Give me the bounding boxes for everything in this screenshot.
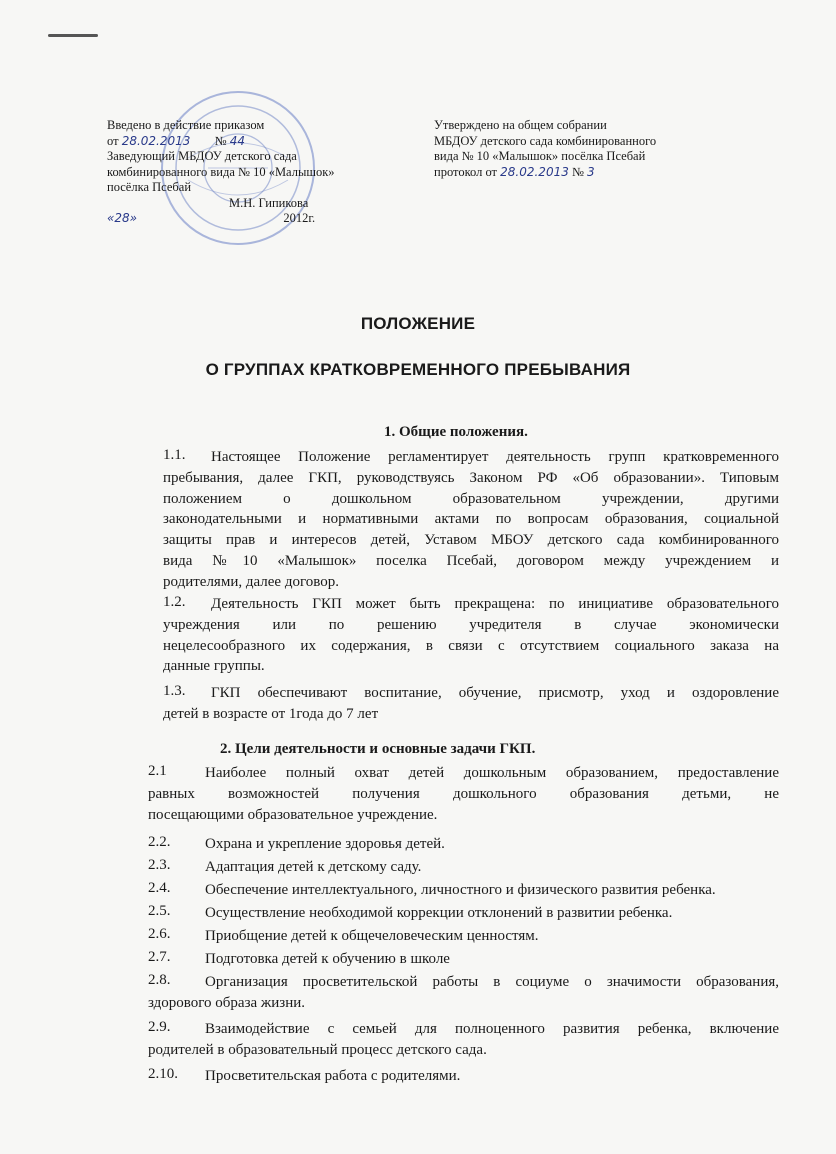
item-text-line: детей в возрасте от 1года до 7 лет — [163, 705, 379, 722]
item-text-line: данные группы. — [163, 658, 265, 675]
item-text-line: Осуществление необходимой коррекции отклонений в развитии ребенка. — [205, 905, 673, 921]
item-text-line: Взаимодействие с семьей для полноценного развития ребенка, включение — [205, 1021, 779, 1037]
item-text-line: нецелесообразного их содержания, в связи с отсутствием социального заказа на — [163, 637, 779, 654]
scan-artifact-mark — [48, 34, 98, 37]
item-number: 2.8. — [148, 972, 171, 988]
approval-line-2: МБДОУ детского сада комбинированного — [434, 133, 657, 148]
item-text-line: Приобщение детей к общечеловеческим ценностям. — [205, 928, 539, 944]
item-number: 1.2. — [163, 594, 186, 610]
item-text-line: Организация просветительской работы в социуме о значимости образования, — [205, 974, 779, 990]
enactment-line-2: от 28.02.2013 № 44 — [107, 133, 245, 148]
approval-line-1: Утверждено на общем собрании — [434, 118, 607, 132]
section-2-heading: 2. Цели деятельности и основные задачи ГКП. — [220, 741, 536, 757]
item-text-line: защиты прав и интересов детей, Уставом МБОУ детского сада комбинированного — [163, 532, 779, 549]
order-date: 28.02.2013 — [121, 133, 191, 148]
enactment-line-4: комбинированного вида № 10 «Малышок» — [107, 164, 335, 179]
item-text-line: посещающими образовательное учреждение. — [148, 806, 438, 823]
section-1-heading: 1. Общие положения. — [384, 424, 528, 440]
enactment-line-7: «28» 2012г. — [107, 211, 316, 225]
protocol-number: 3 — [587, 164, 595, 179]
item-number: 2.9. — [148, 1019, 171, 1035]
head-signature: М.Н. Гипикова — [229, 195, 309, 210]
item-number: 2.3. — [148, 857, 171, 873]
item-text-line: положением о дошкольном образовательном учреждении, другими — [163, 490, 779, 507]
item-number: 2.10. — [148, 1066, 178, 1082]
approval-line-4: протокол от 28.02.2013 № 3 — [434, 164, 595, 179]
enactment-line-3: Заведующий МБДОУ детского сада — [107, 149, 297, 163]
item-text-line: Подготовка детей к обучению в школе — [205, 951, 450, 967]
approval-line-3: вида № 10 «Малышок» посёлка Псебай — [434, 149, 646, 163]
item-text-line: Просветительская работа с родителями. — [205, 1068, 461, 1084]
item-text-line: Деятельность ГКП может быть прекращена: по инициативе образовательного — [211, 596, 779, 612]
item-number: 2.6. — [148, 926, 171, 942]
enactment-block — [107, 118, 387, 227]
item-text-line: Наиболее полный охват детей дошкольным образованием, предоставление — [205, 765, 779, 781]
item-number: 1.3. — [163, 683, 186, 699]
approval-block — [434, 118, 724, 180]
item-text-line: учреждения или по решению учредителя в случае экономически — [163, 616, 779, 633]
item-number: 2.5. — [148, 903, 171, 919]
enactment-line-1: Введено в действие приказом — [107, 118, 265, 132]
item-number: 1.1. — [163, 447, 186, 463]
item-text-line: вида №10 «Малышок» поселка Псебай, договором между учреждением и — [163, 553, 779, 569]
item-text-line: Обеспечение интеллектуального, личностного и физического развития ребенка. — [205, 882, 716, 898]
protocol-date: 28.02.2013 — [500, 164, 569, 179]
enactment-line-5: посёлка Псебай — [107, 180, 192, 194]
item-number: 2.7. — [148, 949, 171, 965]
item-text-line: равных возможностей получения дошкольного образования детьми, не — [148, 785, 779, 802]
item-text-line: здорового образа жизни. — [148, 994, 306, 1011]
item-number: 2.4. — [148, 880, 171, 896]
item-text-line: законодательными и нормативными актами по вопросам образования, социальной — [163, 511, 779, 528]
order-number: 44 — [229, 133, 245, 148]
item-number: 2.2. — [148, 834, 171, 850]
item-text-line: ГКП обеспечивают воспитание, обучение, присмотр, уход и оздоровление — [211, 685, 779, 701]
document-subtitle: О ГРУППАХ КРАТКОВРЕМЕННОГО ПРЕБЫВАНИЯ — [205, 360, 631, 379]
item-text-line: пребывания, далее ГКП, руководствуясь Законом РФ «Об образовании». Типовым — [163, 469, 779, 486]
item-text-line: Адаптация детей к детскому саду. — [205, 859, 422, 875]
item-text-line: родителями, далее договор. — [163, 573, 339, 590]
item-text-line: Настоящее Положение регламентирует деятельность групп кратковременного — [211, 449, 779, 465]
item-text-line: Охрана и укрепление здоровья детей. — [205, 836, 445, 852]
document-title: ПОЛОЖЕНИЕ — [360, 314, 476, 333]
item-text-line: родителей в образовательный процесс детского сада. — [148, 1041, 487, 1058]
item-number: 2.1 — [148, 763, 167, 779]
